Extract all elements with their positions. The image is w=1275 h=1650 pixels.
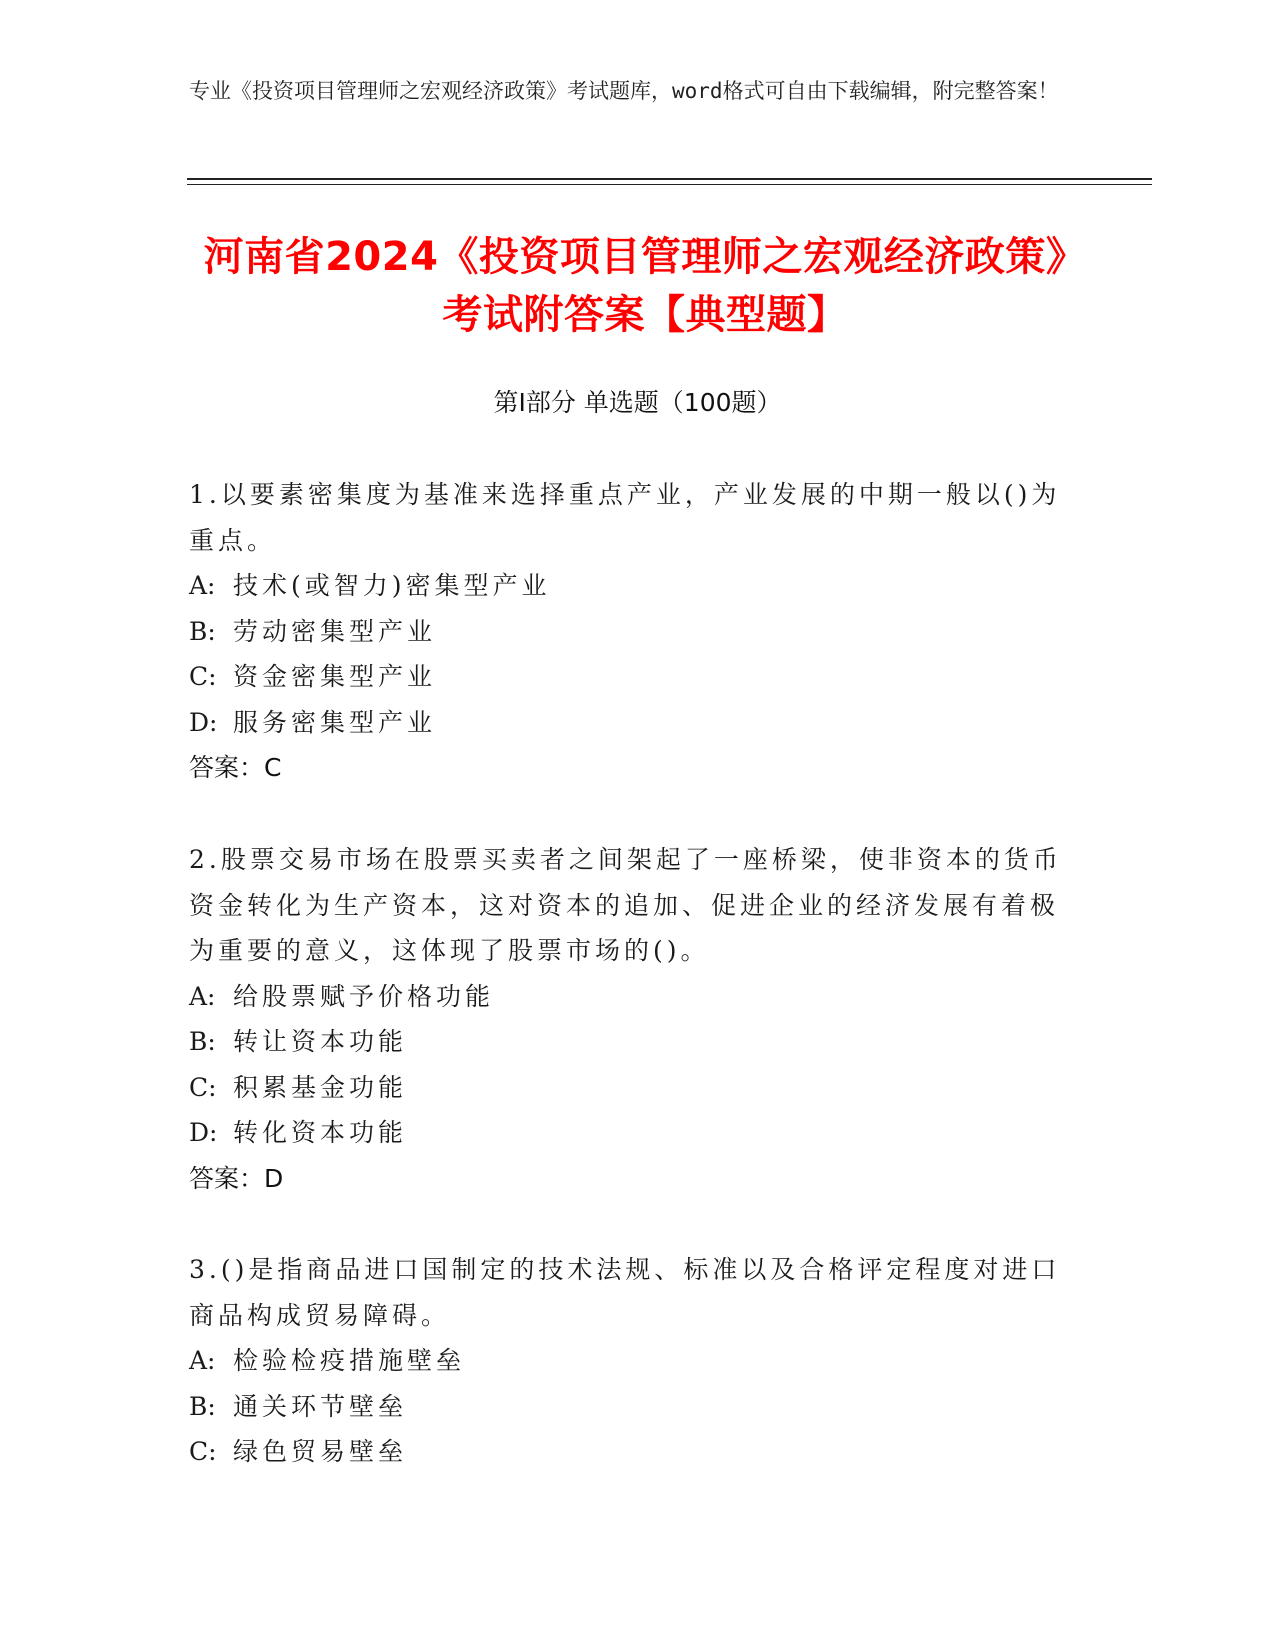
question-3 (189, 1247, 1069, 1475)
option-text: 绿色贸易壁垒 (233, 1437, 408, 1466)
option-b (189, 609, 1069, 655)
header-divider (187, 178, 1152, 180)
option-b (189, 1019, 1069, 1065)
option-text: 积累基金功能 (233, 1072, 408, 1102)
option-text: 转化资本功能 (233, 1118, 408, 1147)
question-1 (189, 472, 1069, 791)
option-letter: A: (189, 1346, 216, 1375)
document-title: 河南省2024《投资项目管理师之宏观经济政策》考试附答案【典型题】 (203, 234, 1087, 338)
question-stem: 2.股票交易市场在股票买卖者之间架起了一座桥梁，使非资本的货币资金转化为生产资本，这对资本的追加、促进企业的经济发展有着极为重要的意义，这体现了股票市场的()。 (189, 845, 1062, 965)
question-stem: 3.()是指商品进口国制定的技术法规、标准以及合格评定程度对进口商品构成贸易障碍。 (189, 1255, 1061, 1330)
option-text: 服务密集型产业 (233, 707, 437, 737)
option-text: 通关环节壁垒 (233, 1391, 408, 1421)
option-text: 转让资本功能 (233, 1027, 408, 1056)
option-letter: B: (189, 616, 216, 646)
option-text: 技术(或智力)密集型产业 (233, 571, 551, 600)
option-letter: D: (189, 707, 218, 737)
answer-line: 答案：D (189, 1163, 284, 1193)
option-a (189, 974, 1069, 1020)
question-2 (189, 837, 1069, 1201)
option-letter: C: (189, 662, 217, 691)
answer-line: 答案：C (189, 753, 282, 782)
option-text: 给股票赋予价格功能 (233, 981, 495, 1011)
header-divider-thin (187, 184, 1152, 185)
option-letter: C: (189, 1437, 217, 1466)
section-heading: 第I部分 单选题（100题） (493, 388, 782, 417)
option-letter: C: (189, 1072, 217, 1102)
option-letter: B: (189, 1391, 216, 1421)
option-a (189, 563, 1069, 609)
option-text: 资金密集型产业 (233, 662, 437, 691)
option-c (189, 1429, 1069, 1475)
option-c (189, 1065, 1069, 1111)
option-a (189, 1338, 1069, 1384)
option-text: 劳动密集型产业 (233, 616, 437, 646)
header-note: 专业《投资项目管理师之宏观经济政策》考试题库，word格式可自由下载编辑，附完整答案！ (189, 79, 1059, 103)
option-letter: A: (189, 571, 216, 600)
option-letter: A: (189, 981, 216, 1011)
question-stem: 1.以要素密集度为基准来选择重点产业，产业发展的中期一般以()为重点。 (189, 480, 1061, 555)
option-c (189, 654, 1069, 700)
option-b (189, 1384, 1069, 1430)
option-d (189, 700, 1069, 746)
option-text: 检验检疫措施壁垒 (233, 1346, 466, 1375)
option-letter: D: (189, 1118, 218, 1147)
option-d (189, 1110, 1069, 1156)
option-letter: B: (189, 1027, 216, 1056)
